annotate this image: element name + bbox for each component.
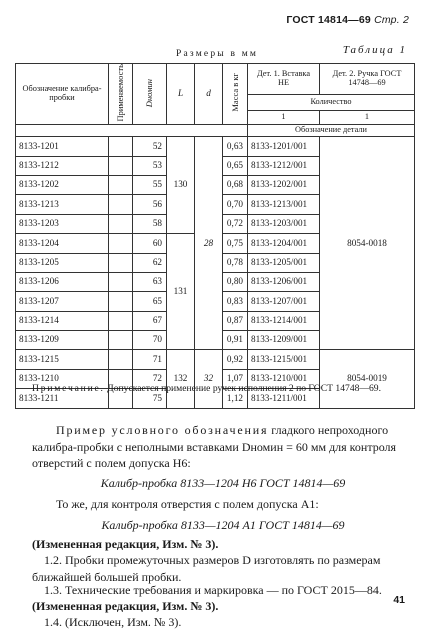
edition-note-1: (Измененная редакция, Изм. № 3). (32, 537, 219, 551)
table-row: 8133-1207 65 0,83 8133-1207/001 (16, 292, 415, 311)
group-d1: 28 (195, 137, 223, 350)
header-part-designation: Обозначение детали (248, 125, 415, 137)
header-designation: Обозначение калибра-пробки (16, 64, 109, 125)
example-same: То же, для контроля отверстия с полем допуска A1: (56, 497, 319, 511)
header-d-nom: Dномин (133, 64, 167, 125)
group-l3: 132 (167, 350, 195, 408)
example-paragraph (32, 422, 414, 472)
example-intro: Пример условного обозначения (56, 423, 269, 437)
header-mass: Масса в кг (223, 64, 248, 125)
table-row: 8133-1201 52 130 28 0,63 8133-1201/001 8054-0018 (16, 137, 415, 156)
example-intro-rest: гладкого непроходного калибра-пробки с неполными вставками Dномин = 60 мм для контроля отверстий с полем допуска H6: (32, 423, 397, 471)
page-header (286, 14, 409, 26)
table-row: 8133-1203 58 0,72 8133-1203/001 (16, 214, 415, 233)
example-code-1: Калибр-пробка 8133—1204 H6 ГОСТ 14814—69 (100, 476, 346, 490)
edition-note-2: (Измененная редакция, Изм. № 3). (32, 599, 219, 613)
header-q2: 1 (320, 110, 415, 124)
table-row: 8133-1213 56 0,70 8133-1213/001 (16, 195, 415, 214)
example-code-2: Калибр-пробка 8133—1204 A1 ГОСТ 14814—69 (101, 518, 345, 532)
table-row: 8133-1209 70 0,91 8133-1209/001 (16, 331, 415, 350)
standard-number: ГОСТ 14814—69 (286, 14, 371, 26)
table-row: 8133-1206 63 0,80 8133-1206/001 (16, 272, 415, 291)
table-row: 8133-1205 62 0,78 8133-1205/001 (16, 253, 415, 272)
page-label: Стр. 2 (374, 14, 409, 26)
header-d: d (195, 64, 223, 125)
note-text: Допускается применение ручек исполнения 2 по ГОСТ 14748—69. (107, 383, 381, 394)
table-row: 8133-1211 75 1,12 8133-1211/001 (16, 389, 415, 408)
group-handle1: 8054-0018 (320, 137, 415, 350)
table-row: 8133-1210 72 1,07 8133-1210/001 (16, 369, 415, 388)
table-row: 8133-1202 55 0,68 8133-1202/001 (16, 175, 415, 194)
paragraph-1-2: 1.2. Пробки промежуточных размеров D изготовлять по размерам ближайшей большей пробки. (32, 553, 381, 584)
header-part1: Дет. 1. Вставка НЕ (248, 64, 320, 95)
header-applicability: Применяемость (109, 64, 133, 125)
header-l: L (167, 64, 195, 125)
table-row: 8133-1212 53 0,65 8133-1212/001 (16, 156, 415, 175)
header-q1: 1 (248, 110, 320, 124)
sizes-caption: Размеры в мм (176, 49, 259, 59)
table-row: 8133-1215 71 132 32 0,92 8133-1215/001 8054-0019 (16, 350, 415, 369)
group-handle2: 8054-0019 (320, 350, 415, 408)
group-d2: 32 (195, 350, 223, 408)
table-row: 8133-1214 67 0,87 8133-1214/001 (16, 311, 415, 330)
dimensions-table (15, 63, 415, 409)
group-l2: 131 (167, 234, 195, 350)
page-number: 41 (393, 594, 405, 606)
group-l1: 130 (167, 137, 195, 234)
table-note (32, 383, 414, 396)
table-row: 8133-1204 60 131 0,75 8133-1204/001 (16, 234, 415, 253)
header-quantity: Количество (248, 95, 415, 111)
paragraph-1-3: 1.3. Технические требования и маркировка — по ГОСТ 2015—84. (44, 583, 382, 597)
paragraph-1-4: 1.4. (Исключен, Изм. № 3). (44, 615, 182, 629)
header-part2: Дет. 2. Ручка ГОСТ 14748—69 (320, 64, 415, 95)
note-label: Примечание. (32, 383, 105, 394)
table-number: Таблица 1 (342, 44, 407, 56)
